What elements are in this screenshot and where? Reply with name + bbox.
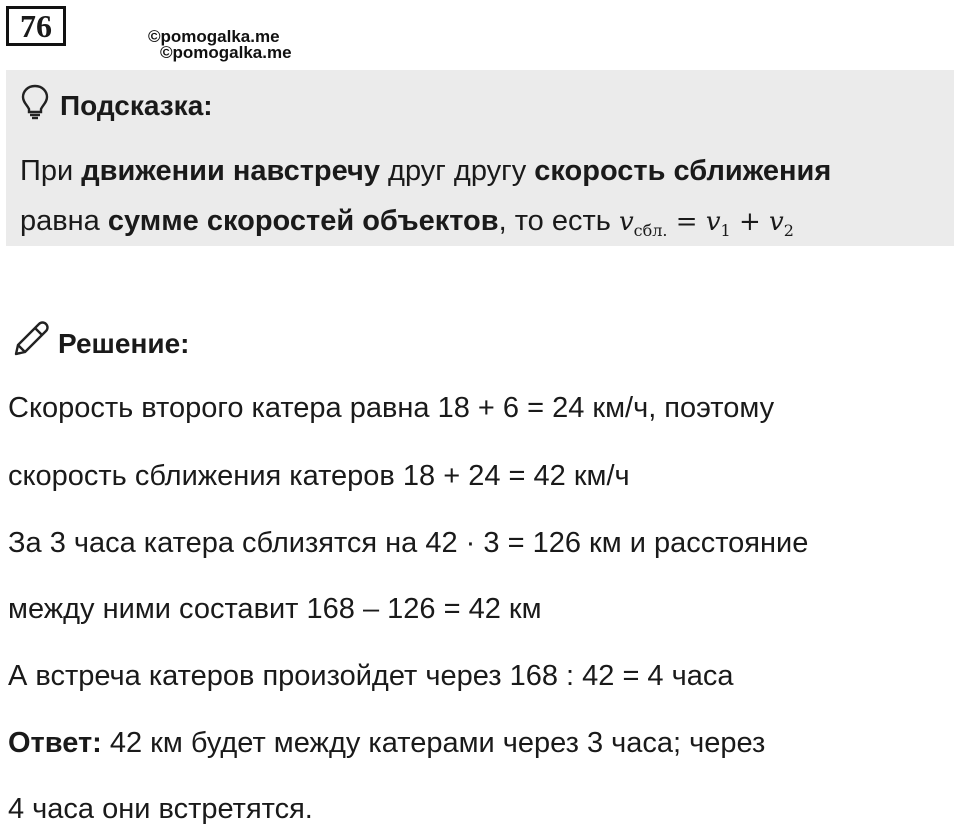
hint-text-segment: При (20, 155, 82, 187)
solution-line: скорость сближения катеров 18 + 24 = 42 км/ч (8, 460, 630, 492)
hint-bold-segment: движении навстречу (81, 155, 380, 187)
lightbulb-icon (20, 84, 50, 127)
hint-title: Подсказка: (60, 89, 213, 121)
watermark: ©pomogalka.me (160, 43, 292, 62)
hint-box (6, 70, 954, 246)
pencil-icon (8, 318, 52, 369)
problem-number: 76 (6, 6, 66, 46)
hint-text (20, 146, 831, 256)
hint-line-1 (20, 146, 831, 196)
solution-line: между ними составит 168 – 126 = 42 км (8, 593, 542, 625)
answer-text: 42 км будет между катерами через 3 часа; через (101, 727, 766, 759)
hint-text-segment: друг другу (380, 155, 535, 187)
solution-line: За 3 часа катера сблизятся на 42 · 3 = 126 км и расстояние (8, 527, 809, 559)
hint-text-segment: , то есть (498, 205, 619, 237)
hint-text-segment: равна (20, 205, 108, 237)
speed-formula: $v_{сбл.} = v_1 + v_2$ (618, 207, 794, 241)
hint-line-2 (20, 196, 831, 256)
answer-label: Ответ: (8, 727, 102, 759)
solution-line: Скорость второго катера равна 18 + 6 = 24 км/ч, поэтому (8, 392, 775, 424)
solution-line: А встреча катеров произойдет через 168 : 42 = 4 часа (8, 660, 734, 692)
hint-header (20, 84, 213, 127)
solution-header (8, 318, 189, 369)
answer-continuation: 4 часа они встретятся. (8, 793, 313, 825)
solution-title: Решение: (58, 327, 190, 359)
hint-bold-segment: скорость сближения (534, 155, 832, 187)
answer-line (8, 727, 765, 760)
watermark: ©pomogalka.me (148, 27, 280, 46)
hint-bold-segment: сумме скоростей объектов (107, 205, 499, 237)
